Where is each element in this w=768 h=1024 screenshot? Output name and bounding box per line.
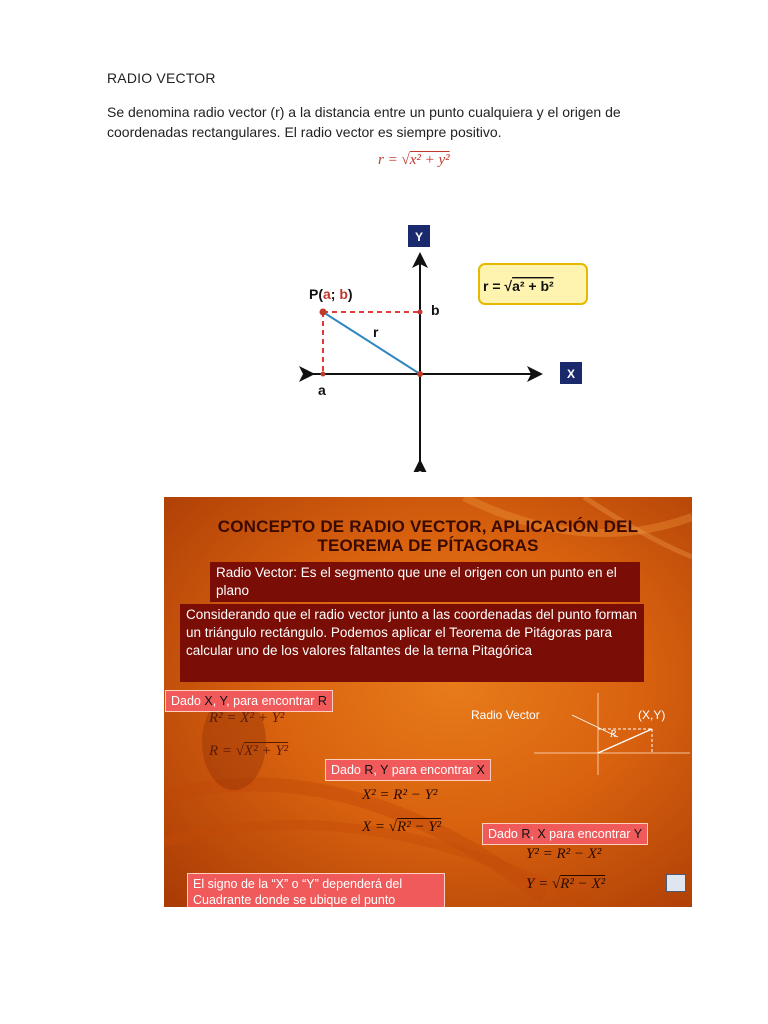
point-a bbox=[321, 372, 326, 377]
point-p bbox=[320, 309, 327, 316]
definition-box: Radio Vector: Es el segmento que une el origen con un punto en el plano bbox=[210, 562, 640, 602]
equation-x-squared: X² = R² − Y² bbox=[362, 787, 438, 803]
slide-title bbox=[164, 517, 692, 555]
slide-title-line-2: TEOREMA DE PÍTAGORAS bbox=[317, 536, 539, 555]
coordinate-diagram bbox=[295, 222, 595, 472]
point-label: P(a; b) bbox=[309, 286, 353, 302]
mini-xy-label: (X,Y) bbox=[638, 708, 666, 722]
formula-radicand: x² + y² bbox=[409, 152, 450, 168]
equation-r-squared: R² = X² + Y² bbox=[209, 710, 285, 726]
case-find-r: Dado X, Y, para encontrar R bbox=[165, 690, 333, 712]
a-label: a bbox=[318, 382, 326, 398]
formula-box-text: r = √a² + b² bbox=[483, 278, 554, 294]
point-b bbox=[418, 310, 423, 315]
document-heading: RADIO VECTOR bbox=[107, 70, 216, 86]
r-label: r bbox=[373, 324, 379, 340]
equation-y: Y = √R² − X² bbox=[526, 876, 606, 892]
equation-x: X = √R² − Y² bbox=[362, 819, 442, 835]
case-find-y: Dado R, X para encontrar Y bbox=[482, 823, 648, 845]
case-find-x: Dado R, Y para encontrar X bbox=[325, 759, 491, 781]
logo-icon bbox=[666, 874, 686, 892]
sign-note: El signo de la “X” o “Y” dependerá del Cuadrante donde se ubique el punto bbox=[187, 873, 445, 907]
equation-y-squared: Y² = R² − X² bbox=[526, 846, 602, 862]
origin-point bbox=[417, 371, 423, 377]
presentation-slide bbox=[164, 497, 692, 907]
radius-formula: r = √x² + y² bbox=[378, 152, 450, 168]
radius-segment bbox=[323, 312, 420, 374]
y-axis-label: Y bbox=[414, 230, 424, 244]
explanation-box: Considerando que el radio vector junto a las coordenadas del punto forman un triángulo rectángulo. Podemos aplicar el Teorema de Pitágoras para calcular uno de los valores faltantes de la terna Pitagórica bbox=[180, 604, 644, 682]
mini-radio-vector-label: Radio Vector bbox=[471, 708, 540, 722]
equation-r: R = √X² + Y² bbox=[209, 743, 289, 759]
definition-paragraph: Se denomina radio vector (r) a la distancia entre un punto cualquiera y el origen de coordenadas rectangulares. El radio vector es siempre positivo. bbox=[107, 104, 621, 140]
b-label: b bbox=[431, 302, 440, 318]
slide-title-line-1: CONCEPTO DE RADIO VECTOR, APLICACIÓN DEL bbox=[217, 517, 639, 536]
mini-coordinate-diagram bbox=[534, 687, 692, 777]
formula-lhs: r = bbox=[378, 152, 402, 168]
x-axis-label: X bbox=[566, 367, 576, 381]
mini-r-label: R bbox=[610, 729, 617, 740]
